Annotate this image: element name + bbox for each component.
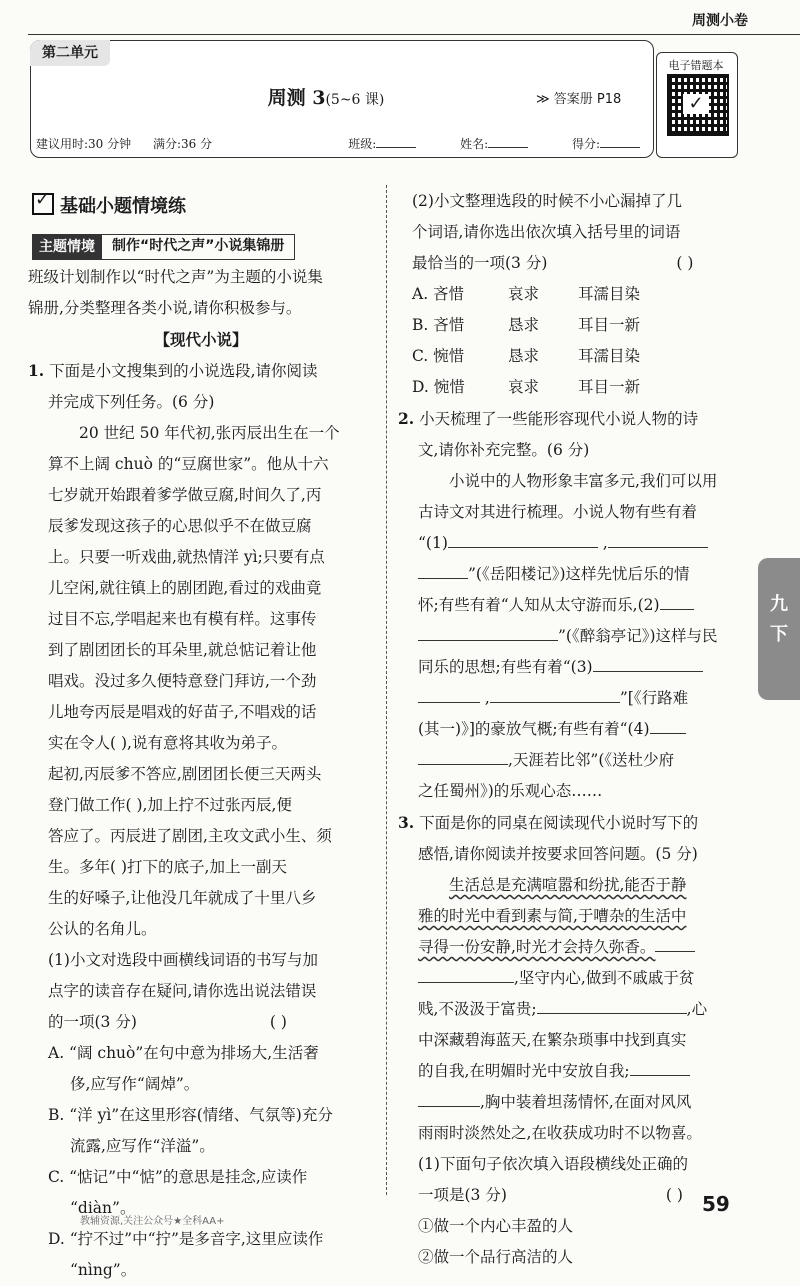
option-word: 哀求 bbox=[508, 378, 540, 396]
q2-blank-line[interactable]: , ”[《行路难 bbox=[398, 683, 748, 714]
option-row-a[interactable] bbox=[398, 279, 748, 310]
option-b[interactable]: B. “洋 yì”在这里形容(情绪、气氛等)充分 bbox=[48, 1106, 333, 1124]
intro-line: 班级计划制作以“时代之声”为主题的小说集 bbox=[28, 268, 323, 286]
answer-reference: ≫ 答案册 P18 bbox=[536, 92, 622, 107]
q2-body-text: ”(《岳阳楼记》)这样先忧后乐的情 bbox=[468, 565, 690, 583]
q3-wavy-text: 寻得一份安静,时光才会持久弥香。 bbox=[418, 938, 656, 956]
passage-line: 辰爹发现这孩子的心思似乎不在做豆腐 bbox=[48, 517, 312, 535]
q3-body-text: ,胸中装着坦荡情怀,在面对风风 bbox=[480, 1093, 692, 1111]
right-column bbox=[398, 186, 748, 1273]
q3-item: ②做一个品行高洁的人 bbox=[418, 1248, 574, 1266]
q1-sub1-text: 的一项(3 分) bbox=[48, 1013, 137, 1031]
option-a[interactable]: A. “阔 chuò”在句中意为排场大,生活奢 bbox=[48, 1044, 319, 1062]
passage-line: 实在令人( ),说有意将其收为弟子。 bbox=[48, 734, 287, 752]
q3-body-text: ,心 bbox=[686, 1000, 708, 1018]
q1-number: 1. bbox=[28, 361, 45, 380]
q3-sub1-line: (1)下面句子依次填入语段横线处正确的 bbox=[418, 1155, 688, 1173]
q1-sub1-line: (1)小文对选段中画横线词语的书写与加 bbox=[48, 951, 318, 969]
q2-blank-line[interactable] bbox=[398, 590, 748, 621]
answer-paren[interactable]: ( ) bbox=[269, 1013, 287, 1031]
q3-body-line[interactable] bbox=[398, 1087, 748, 1118]
q3-stem-line: 下面是你的同桌在阅读现代小说时写下的 bbox=[419, 814, 699, 832]
option-word: C. 惋惜 bbox=[412, 347, 465, 365]
header-tag: 周测小卷 bbox=[692, 13, 748, 29]
q1-sub1-line bbox=[28, 1007, 374, 1038]
side-tab-line: 下 bbox=[770, 624, 788, 645]
passage-line: 唱戏。没过多久便特意登门拜访,一个劲 bbox=[48, 672, 317, 690]
option-row-c[interactable] bbox=[398, 341, 748, 372]
q3-body-text: 的自我,在明媚时光中安放自我; bbox=[418, 1062, 630, 1080]
q3-body-line: 雨雨时淡然处之,在收获成功时不以物喜。 bbox=[418, 1124, 702, 1142]
option-word: 哀求 bbox=[508, 285, 540, 303]
q1-sub2-line: (2)小文整理选段的时候不小心漏掉了几 bbox=[412, 192, 682, 210]
q2-body-text: ”(《醉翁亭记》)这样与民 bbox=[558, 627, 718, 645]
q2-body-text: 怀;有些有着“人知从太守游而乐,(2) bbox=[418, 596, 660, 614]
q3-wavy-text: 生活总是充满喧嚣和纷扰,能否于静 bbox=[449, 876, 687, 894]
answer-paren[interactable]: ( ) bbox=[665, 1186, 683, 1204]
meta-left bbox=[36, 135, 212, 152]
q1-sub2-line: 个词语,请你选出依次填入括号里的词语 bbox=[412, 223, 681, 241]
option-word: 恳求 bbox=[508, 316, 540, 334]
answer-paren[interactable]: ( ) bbox=[676, 254, 694, 272]
q1-stem-line: 下面是小文搜集到的小说选段,请你阅读 bbox=[49, 362, 318, 380]
points-label: 得分: bbox=[571, 137, 600, 151]
passage-line: 起初,丙辰爹不答应,剧团团长便三天两头 bbox=[48, 765, 322, 783]
q2-blank-line[interactable] bbox=[398, 714, 748, 745]
intro-line: 锦册,分类整理各类小说,请你积极参与。 bbox=[28, 299, 302, 317]
column-divider bbox=[386, 185, 387, 1195]
option-b-cont: 流露,应写作“洋溢”。 bbox=[70, 1137, 215, 1155]
q2-blank-line[interactable]: “(1) , bbox=[398, 528, 748, 559]
passage-line: 到了剧团团长的耳朵里,就总惦记着让他 bbox=[48, 641, 317, 659]
option-word: A. 吝惜 bbox=[412, 285, 465, 303]
q1-stem-line: 并完成下列任务。(6 分) bbox=[48, 393, 215, 411]
header-divider bbox=[28, 34, 800, 35]
checkbox-icon bbox=[32, 193, 54, 215]
side-tab-line: 九 bbox=[770, 594, 788, 615]
name-label: 姓名: bbox=[460, 137, 489, 151]
q2-body-text: (其一)》]的豪放气概;有些有着“(4) bbox=[418, 720, 650, 738]
meta-row bbox=[36, 135, 640, 152]
q3-body-line: 中深藏碧海蓝天,在繁杂琐事中找到真实 bbox=[418, 1031, 687, 1049]
check-icon: ✓ bbox=[683, 94, 709, 114]
q3-body-line[interactable] bbox=[398, 963, 748, 994]
theme-tag: 主题情境 bbox=[32, 234, 102, 260]
q3-sub1-text: 一项是(3 分) bbox=[418, 1186, 507, 1204]
passage-line: 七岁就开始跟着爹学做豆腐,时间久了,丙 bbox=[48, 486, 322, 504]
quiz-title-text: 周测 3 bbox=[267, 87, 326, 109]
class-field[interactable] bbox=[328, 137, 416, 151]
class-label: 班级: bbox=[348, 137, 377, 151]
q2-body-line: 小说中的人物形象丰富多元,我们可以用 bbox=[449, 472, 718, 490]
q2-body-text: ,天涯若比邻”(《送杜少府 bbox=[508, 751, 675, 769]
left-column bbox=[28, 262, 374, 1286]
sub-title: 【现代小说】 bbox=[154, 330, 248, 349]
option-word: 耳目一新 bbox=[578, 378, 641, 396]
q2-blank-line[interactable] bbox=[398, 621, 748, 652]
q1-sub1-line: 点字的读音存在疑问,请你选出说法错误 bbox=[48, 982, 317, 1000]
q3-body-line[interactable] bbox=[398, 994, 748, 1025]
q2-number: 2. bbox=[398, 409, 415, 428]
option-c-cont: “diàn”。 bbox=[70, 1199, 136, 1217]
grade-side-tab bbox=[758, 558, 800, 700]
passage-line: 过目不忘,学唱起来也有模有样。这事传 bbox=[48, 610, 317, 628]
q3-body-line[interactable] bbox=[398, 1056, 748, 1087]
q3-stem-line: 感悟,请你阅读并按要求回答问题。(5 分) bbox=[418, 845, 698, 863]
q2-body-line: 古诗文对其进行梳理。小说人物有些有着 bbox=[418, 503, 698, 521]
passage-line: 登门做工作( ),加上拧不过张丙辰,便 bbox=[48, 796, 292, 814]
meta-right bbox=[308, 135, 640, 152]
q3-stem bbox=[398, 807, 748, 839]
q1-sub2-text: 最恰当的一项(3 分) bbox=[412, 254, 548, 272]
q2-blank-line[interactable] bbox=[398, 652, 748, 683]
q1-sub2-line bbox=[398, 248, 748, 279]
passage-line: 20 世纪 50 年代初,张丙辰出生在一个 bbox=[79, 424, 340, 442]
full-score: 满分:36 分 bbox=[152, 137, 213, 151]
option-word: 恳求 bbox=[508, 347, 540, 365]
option-row-b[interactable] bbox=[398, 310, 748, 341]
option-row-d[interactable] bbox=[398, 372, 748, 403]
q1-stem bbox=[28, 355, 374, 387]
option-word: 耳濡目染 bbox=[578, 285, 641, 303]
q2-stem bbox=[398, 403, 748, 435]
q2-body-text: “(1) bbox=[418, 534, 448, 552]
q3-body-line bbox=[398, 870, 748, 901]
option-a-cont: 侈,应写作“阔焯”。 bbox=[70, 1075, 200, 1093]
option-word: 耳目一新 bbox=[578, 316, 641, 334]
q3-body-line[interactable] bbox=[398, 932, 748, 963]
q2-blank-line[interactable] bbox=[398, 559, 748, 590]
passage-line: 生。多年( )打下的底子,加上一副天 bbox=[48, 858, 287, 876]
passage-line: 答应了。丙辰进了剧团,主攻文武小生、须 bbox=[48, 827, 332, 845]
q2-stem-line: 文,请你补充完整。(6 分) bbox=[418, 441, 590, 459]
passage-line: 算不上阔 chuò 的“豆腐世家”。他从十六 bbox=[48, 455, 329, 473]
qr-title: 电子错题本 bbox=[668, 59, 724, 72]
passage-line: 生的好嗓子,让他没几年就成了十里八乡 bbox=[48, 889, 317, 907]
theme-name: 制作“时代之声”小说集锦册 bbox=[102, 234, 295, 260]
option-d-cont: “nìng”。 bbox=[70, 1261, 137, 1279]
option-word: D. 惋惜 bbox=[412, 378, 465, 396]
q2-body-text: 同乐的思想;有些有着“(3) bbox=[418, 658, 593, 676]
passage-line: 儿空闲,就往镇上的剧团跑,看过的戏曲竟 bbox=[48, 579, 322, 597]
quiz-lessons: (5~6 课) bbox=[325, 92, 385, 108]
q2-stem-line: 小天梳理了一些能形容现代小说人物的诗 bbox=[419, 410, 699, 428]
section-title-text: 基础小题情境练 bbox=[60, 196, 186, 217]
option-c[interactable]: C. “惦记”中“惦”的意思是挂念,应读作 bbox=[48, 1168, 308, 1186]
q3-wavy-text: 雅的时光中看到素与简,于嘈杂的生活中 bbox=[418, 907, 687, 925]
section-title bbox=[32, 192, 186, 218]
theme-row bbox=[32, 234, 295, 260]
page-number: 59 bbox=[702, 1192, 730, 1216]
passage-line: 儿地夸丙辰是唱戏的好苗子,不唱戏的话 bbox=[48, 703, 317, 721]
passage-line: 公认的名角儿。 bbox=[48, 920, 157, 938]
q3-body-text: 贱,不汲汲于富贵; bbox=[418, 1000, 537, 1018]
q2-body-line: 之任蜀州》)的乐观心态…… bbox=[418, 782, 603, 800]
q3-number: 3. bbox=[398, 813, 415, 832]
footer-note: 教辅资源,关注公众号★全科AA+ bbox=[80, 1216, 225, 1227]
passage-line: 上。只要一听戏曲,就热情洋 yì;只要有点 bbox=[48, 548, 325, 566]
suggested-time: 建议用时:30 分钟 bbox=[36, 137, 132, 151]
option-word: B. 吝惜 bbox=[412, 316, 465, 334]
unit-name: 第二单元 bbox=[30, 40, 110, 66]
q3-body-text: ,坚守内心,做到不戚戚于贫 bbox=[514, 969, 695, 987]
q3-body-line bbox=[398, 901, 748, 932]
q2-body-text: ”[《行路难 bbox=[619, 689, 689, 707]
q3-item: ①做一个内心丰盈的人 bbox=[418, 1217, 574, 1235]
score-field[interactable] bbox=[552, 137, 640, 151]
q3-sub1-line bbox=[398, 1180, 748, 1211]
q2-blank-line[interactable] bbox=[398, 745, 748, 776]
option-word: 耳濡目染 bbox=[578, 347, 641, 365]
option-d[interactable]: D. “拧不过”中“拧”是多音字,这里应读作 bbox=[48, 1230, 324, 1248]
name-field[interactable] bbox=[440, 137, 528, 151]
